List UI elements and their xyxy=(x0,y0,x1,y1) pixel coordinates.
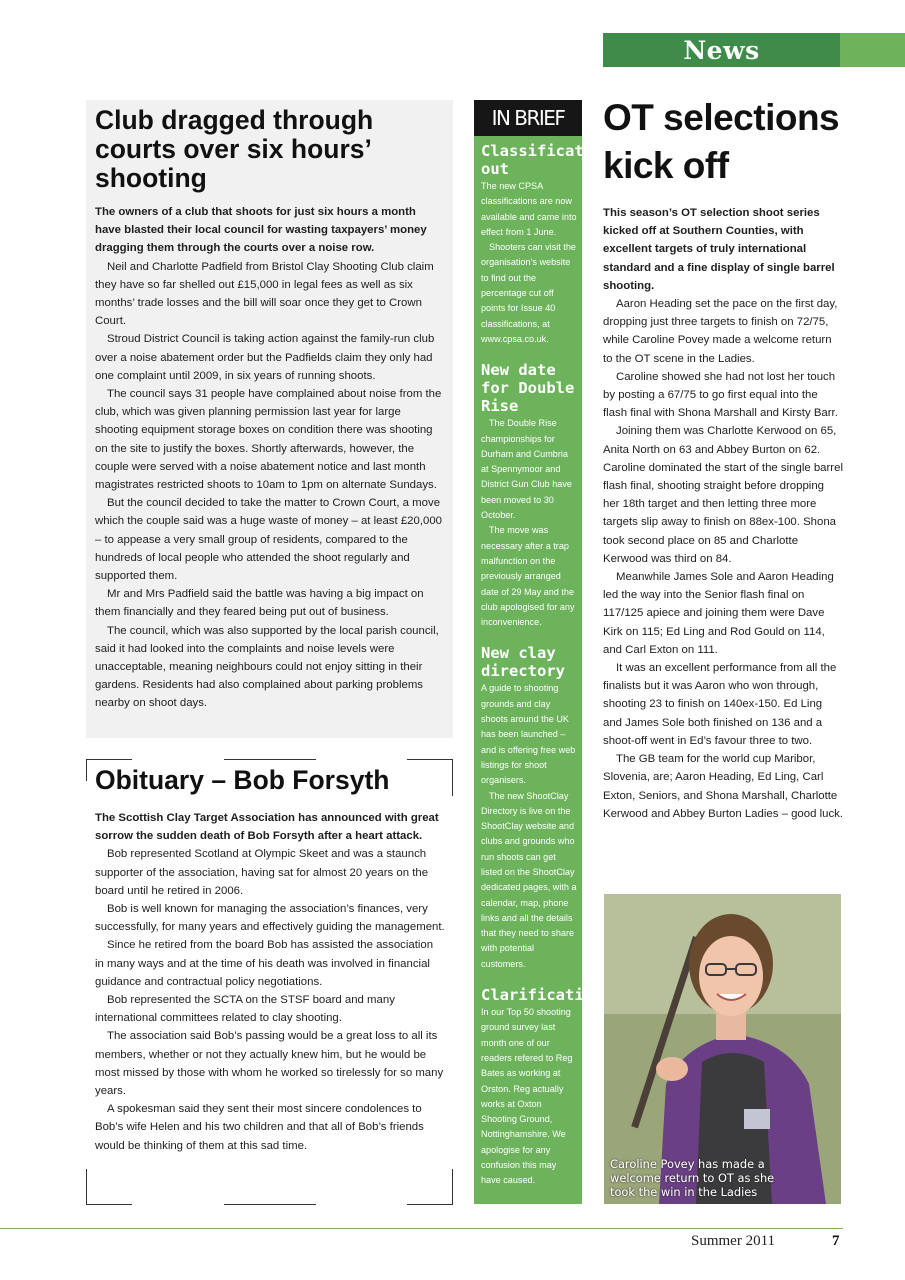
photo-caption: Caroline Povey has made a welcome return to OT as she took the win in the Ladies xyxy=(610,1157,775,1199)
frame-corner xyxy=(86,759,132,760)
footer-rule xyxy=(0,1228,843,1229)
brief-heading: Clarification xyxy=(481,986,603,1005)
frame-corner xyxy=(407,1204,453,1205)
in-brief-column xyxy=(474,136,621,1204)
obituary-paragraph: Since he retired from the board Bob has assisted the association in many ways and at the time of his death was involved in financial guidance and contractual policy negotiations. xyxy=(95,939,434,988)
club-story-paragraph: Neil and Charlotte Padfield from Bristol Clay Shooting Club claim they have so far shelled out £15,000 in legal fees as well as six months’ trade losses and the bill will soar once they get to Crown Court. xyxy=(95,260,434,328)
frame-divider xyxy=(224,759,316,760)
ot-story-paragraph: It was an excellent performance from all the finalists but it was Aaron who won through, shooting 23 to finish on 140ex-150. Ed Ling and James Sole both finished on 136 and a shoot-off went in Ed’s favour three to two. xyxy=(603,662,837,747)
frame-divider xyxy=(224,1204,316,1205)
ot-story-paragraph: Meanwhile James Sole and Aaron Heading led the way into the Senior flash final on 117/125 apiece and joining them were Dave Kirk on 115; Ed Ling and Rod Gould on 114, and Carl Exton on 111. xyxy=(603,571,834,656)
frame-corner xyxy=(452,1169,453,1205)
brief-paragraph: The new ShootClay Directory is live on the ShootClay website and clubs and grounds who run shoots can get listed on the ShootClay dedicated pages, with a calendar, map, phone links and all the details that they need to share with potential customers. xyxy=(481,790,577,969)
brief-heading: New clay directory xyxy=(481,644,565,681)
club-story-paragraph: Mr and Mrs Padfield said the battle was having a big impact on them financially and they feared being put out of business. xyxy=(95,588,424,619)
club-story xyxy=(86,100,453,738)
frame-corner xyxy=(452,759,453,796)
frame-corner xyxy=(407,759,453,760)
section-label: News xyxy=(683,35,760,65)
club-story-paragraph: The council says 31 people have complained about noise from the club, which was given planning permission last year for large shooting equipment storage boxes on condition there was shooting on the site to justify the boxes. Shortly afterwards, however, the couple were served with a noise abatement notice and last month magistrates restricted shoots to 10am to 1pm on alternate Sundays. xyxy=(95,388,442,492)
footer-issue: Summer 2011 xyxy=(691,1233,776,1249)
club-story-paragraph: But the council decided to take the matter to Crown Court, a move which the couple said was a huge waste of money – at least £20,000 – to appease a very small group of residents, compared to the hundreds of local people who attended the shoot regularly and supported them. xyxy=(95,497,443,583)
section-banner xyxy=(603,33,905,67)
obituary-body xyxy=(95,762,445,1155)
brief-paragraph: Shooters can visit the organisation’s website to find out the percentage cut off points for Issue 40 classifications, at www.cpsa.co.uk. xyxy=(481,242,576,344)
obituary-paragraph: Bob represented the SCTA on the STSF board and many international committees related to clay shooting. xyxy=(95,994,395,1025)
section-banner-tab xyxy=(603,33,840,67)
ot-story-headline: OT selections kick off xyxy=(603,97,840,186)
frame-corner xyxy=(86,1204,132,1205)
obituary-paragraph: Bob is well known for managing the association’s finances, very successfully, for many years and effectively guiding the management. xyxy=(95,903,445,934)
obituary-paragraph: The association said Bob’s passing would be a great loss to all its members, whether or not they actually knew him, but he would be most missed by those with whom he worked so tirelessly for so many years. xyxy=(95,1030,444,1098)
obituary-headline: Obituary – Bob Forsyth xyxy=(95,765,390,795)
ot-story-paragraph: Joining them was Charlotte Kerwood on 65, Anita North on 63 and Abbey Burton on 62. Caroline dominated the start of the single barrel flash final, shooting straight before dropping her 18th target and then letting three more targets slip away to finish on 88ex-100. Shona took second place on 85 and Charlotte Kerwood was third on 84. xyxy=(603,425,843,565)
frame-corner xyxy=(86,1169,87,1205)
club-story-standfirst: The owners of a club that shoots for just six hours a month have blasted their local council for wasting taxpayers’ money dragging them through the courts over a noise row. xyxy=(95,206,427,255)
obituary-paragraph: A spokesman said they sent their most sincere condolences to Bob’s wife Helen and his two children and that all of Bob’s friends would be thinking of them at this sad time. xyxy=(95,1103,424,1152)
obituary-story xyxy=(86,759,453,1205)
brief-paragraph: The move was necessary after a trap malfunction on the previously arranged date of 29 May and the club apologised for any inconvenience. xyxy=(481,525,575,628)
section-banner-accent xyxy=(840,33,905,67)
club-story-paragraph: Stroud District Council is taking action against the family-run club over a noise abatement order but the Padfields claim they only had one complaint until 2009, in six years of running shoots. xyxy=(95,333,435,382)
shooter-photo xyxy=(604,894,841,1204)
brief-paragraph: The new CPSA classifications are now available and came into effect from 1 June. xyxy=(481,181,577,237)
obituary-standfirst: The Scottish Clay Target Association has announced with great sorrow the sudden death of Bob Forsyth after a heart attack. xyxy=(95,812,439,843)
brief-paragraph: A guide to shooting grounds and clay shoots around the UK has been launched – and is offering free web listings for shoot organisers. xyxy=(481,683,576,786)
frame-corner xyxy=(86,759,87,781)
brief-paragraph: In our Top 50 shooting ground survey last month one of our readers refered to Reg Bates as working at Orston. Reg actually works at Oxton Shooting Ground, Nottinghamshire. We apologise for any confusion this may have caused. xyxy=(481,1007,573,1186)
ot-story-paragraph: The GB team for the world cup Maribor, Slovenia, are; Aaron Heading, Ed Ling, Carl Exton, Seniors, and Shona Marshall, Charlotte Kerwood and Abbey Burton Ladies – good luck. xyxy=(603,753,844,820)
in-brief-title: IN BRIEF xyxy=(474,100,582,136)
ot-story-paragraph: Aaron Heading set the pace on the first day, dropping just three targets to finish on 72/75, while Caroline Povey made a welcome return to the OT scene in the Ladies. xyxy=(603,298,838,365)
brief-heading: New date for Double Rise xyxy=(481,361,575,416)
ot-story-paragraph: Caroline showed she had not lost her touch by posting a 67/75 to go first equal into the flash final with Shona Marshall and Kirsty Barr. xyxy=(603,370,838,420)
brief-paragraph: The Double Rise championships for Durham and Cumbria at Spennymoor and District Gun Club have been moved to 30 October. xyxy=(481,418,572,521)
brief-heading: Classifications out xyxy=(481,142,621,178)
ot-story-standfirst: This season’s OT selection shoot series kicked off at Southern Counties, with excellent targets of truly international standard and a fine display of single barrel shooting. xyxy=(603,207,835,292)
club-story-paragraph: The council, which was also supported by the local parish council, said it had looked into the complaints and noise levels were unacceptable, meaning neighbours could not enjoy sitting in their gardens. Residents had also complained about parking problems nearby on shoot days. xyxy=(95,624,439,710)
page-number: 7 xyxy=(832,1233,840,1249)
ot-story xyxy=(603,94,843,823)
club-story-headline: Club dragged through courts over six hours’ shooting xyxy=(95,105,374,193)
obituary-paragraph: Bob represented Scotland at Olympic Skeet and was a staunch supporter of the association, having sat for almost 20 years on the board until he retired in 2006. xyxy=(95,848,429,897)
